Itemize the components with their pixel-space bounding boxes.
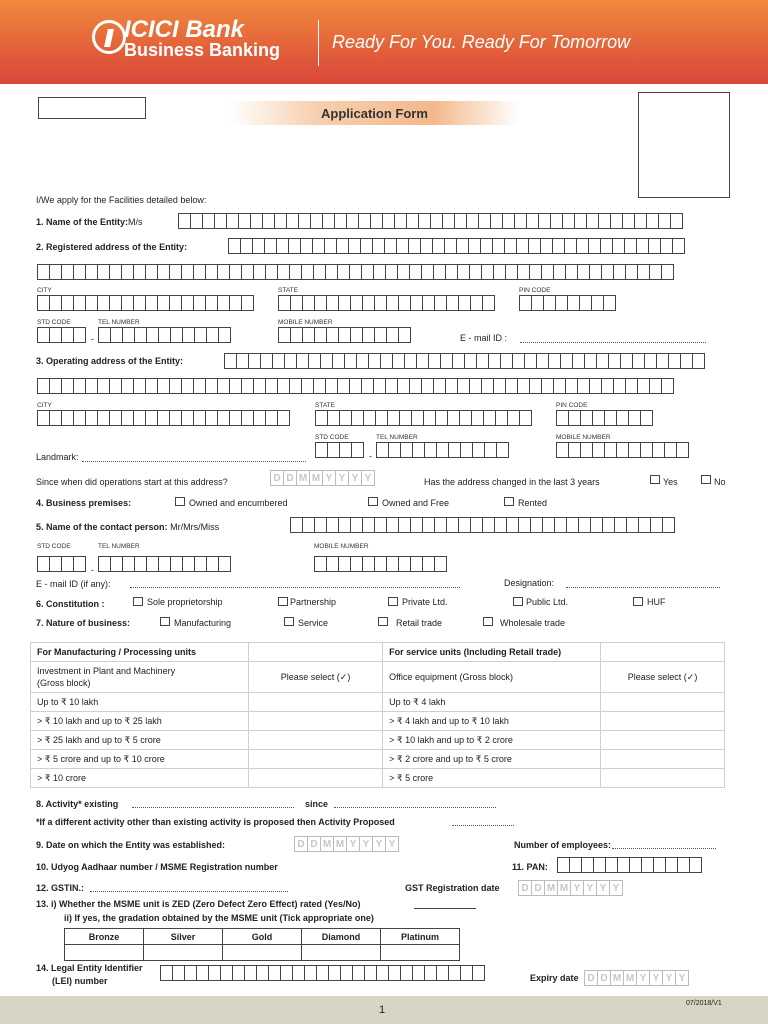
addr-changed-yes-checkbox[interactable] xyxy=(650,475,660,484)
date-char-box[interactable]: Y xyxy=(649,970,663,986)
char-box[interactable] xyxy=(482,295,495,311)
tick-cell[interactable] xyxy=(381,945,460,961)
zed-grade-tick-row xyxy=(65,945,460,961)
reg-address-boxes-1[interactable] xyxy=(228,238,684,254)
date-char-box[interactable]: Y xyxy=(361,470,375,486)
date-char-box[interactable]: D xyxy=(531,880,545,896)
q14-label-line2: (LEI) number xyxy=(52,976,108,986)
gst-date-boxes[interactable] xyxy=(518,880,622,896)
date-char-box[interactable]: M xyxy=(309,470,323,486)
bank-logo-icon xyxy=(92,20,126,54)
ref-number-box[interactable] xyxy=(38,97,146,119)
addr-changed-no-checkbox[interactable] xyxy=(701,475,711,484)
std-caption-3: STD CODE xyxy=(37,543,71,550)
header-manufacturing: For Manufacturing / Processing units xyxy=(31,643,249,662)
dash: - xyxy=(91,334,94,344)
char-box[interactable] xyxy=(640,410,653,426)
date-char-box[interactable]: M xyxy=(544,880,558,896)
email-line[interactable] xyxy=(520,342,706,343)
public-ltd-checkbox[interactable] xyxy=(513,597,523,606)
sole-prop-checkbox[interactable] xyxy=(133,597,143,606)
email-any-label: E - mail ID (if any): xyxy=(36,579,111,589)
grade-diamond: Diamond xyxy=(302,929,381,945)
select-cell[interactable] xyxy=(601,712,725,731)
tick-cell[interactable] xyxy=(223,945,302,961)
date-char-box[interactable]: D xyxy=(283,470,297,486)
city-caption-2: CITY xyxy=(37,402,52,409)
char-box[interactable] xyxy=(689,857,702,873)
grade-platinum: Platinum xyxy=(381,929,460,945)
select-cell[interactable] xyxy=(249,693,383,712)
designation-line[interactable] xyxy=(566,587,720,588)
select-label-left: Please select (✓) xyxy=(249,662,383,693)
yes-label: Yes xyxy=(663,477,678,487)
tel-caption: TEL NUMBER xyxy=(98,319,140,326)
q14-label-line1: 14. Legal Entity Identifier xyxy=(36,963,143,973)
enterprise-category-table xyxy=(30,642,725,788)
retail-label: Retail trade xyxy=(396,618,443,628)
table-row: > ₹ 5 crore and up to ₹ 10 crore > ₹ 2 crore and up to ₹ 5 crore xyxy=(31,750,725,769)
std-caption-2: STD CODE xyxy=(315,434,349,441)
date-char-box[interactable]: D xyxy=(270,470,284,486)
premises-encumbered-checkbox[interactable] xyxy=(175,497,185,506)
char-box[interactable] xyxy=(472,965,485,981)
email-label: E - mail ID : xyxy=(460,333,508,343)
gst-date-label: GST Registration date xyxy=(405,883,500,893)
premises-rented-label: Rented xyxy=(518,498,548,508)
service-checkbox[interactable] xyxy=(284,617,294,626)
select-cell[interactable] xyxy=(249,769,383,788)
since-label: Since when did operations start at this address? xyxy=(36,477,228,487)
sole-prop-label: Sole proprietorship xyxy=(147,597,223,607)
std-boxes-2[interactable] xyxy=(315,442,363,458)
char-box[interactable] xyxy=(670,213,683,229)
landmark-label: Landmark: xyxy=(36,452,79,462)
select-label-right: Please select (✓) xyxy=(601,662,725,693)
date-char-box[interactable]: Y xyxy=(636,970,650,986)
mobile-caption-3: MOBILE NUMBER xyxy=(314,543,369,550)
header-service: For service units (Including Retail trade) xyxy=(383,643,601,662)
char-box[interactable] xyxy=(496,442,509,458)
no-label: No xyxy=(714,477,726,487)
date-char-box[interactable]: M xyxy=(610,970,624,986)
pin-caption: PIN CODE xyxy=(519,287,551,294)
header-divider xyxy=(318,20,319,66)
q8-note: *If a different activity other than existing activity is proposed then Activity Proposed xyxy=(36,817,395,827)
state-caption: STATE xyxy=(278,287,298,294)
char-box[interactable] xyxy=(398,327,411,343)
char-box[interactable] xyxy=(277,410,290,426)
state-boxes[interactable] xyxy=(278,295,494,311)
date-char-box[interactable]: Y xyxy=(372,836,386,852)
email-any-line[interactable] xyxy=(130,587,460,588)
date-char-box[interactable]: Y xyxy=(675,970,689,986)
manufacturing-checkbox[interactable] xyxy=(160,617,170,626)
date-char-box[interactable]: Y xyxy=(385,836,399,852)
char-box[interactable] xyxy=(603,295,616,311)
employees-line[interactable] xyxy=(612,848,716,849)
wholesale-label: Wholesale trade xyxy=(500,618,566,628)
q5-label: 5. Name of the contact person: Mr/Mrs/Miss xyxy=(36,522,220,532)
char-box[interactable] xyxy=(218,556,231,572)
date-char-box[interactable]: Y xyxy=(346,836,360,852)
premises-rented-checkbox[interactable] xyxy=(504,497,514,506)
q12-label: 12. GSTIN.: xyxy=(36,883,85,893)
char-box[interactable] xyxy=(692,353,705,369)
form-title: Application Form xyxy=(321,106,428,121)
std-caption: STD CODE xyxy=(37,319,71,326)
manufacturing-label: Manufacturing xyxy=(174,618,232,628)
char-box[interactable] xyxy=(672,238,685,254)
q3-label: 3. Operating address of the Entity: xyxy=(36,356,184,366)
expiry-label: Expiry date xyxy=(530,973,579,983)
q4-label: 4. Business premises: xyxy=(36,498,132,508)
page-number: 1 xyxy=(379,1004,386,1016)
char-box[interactable] xyxy=(218,327,231,343)
pin-caption-2: PIN CODE xyxy=(556,402,588,409)
char-box[interactable] xyxy=(434,556,447,572)
zed-grade-header-row xyxy=(65,929,460,945)
pin-boxes[interactable] xyxy=(519,295,615,311)
q6-label: 6. Constitution : xyxy=(36,599,105,609)
tel-boxes-3[interactable] xyxy=(98,556,230,572)
tick-cell[interactable] xyxy=(302,945,381,961)
contact-name-boxes[interactable] xyxy=(290,517,674,533)
header-banner xyxy=(0,0,768,84)
private-ltd-label: Private Ltd. xyxy=(402,597,448,607)
q9-label: 9. Date on which the Entity was established: xyxy=(36,840,226,850)
table-header-row xyxy=(31,643,725,662)
op-address-boxes-1[interactable] xyxy=(224,353,704,369)
char-box[interactable] xyxy=(662,517,675,533)
zed-rated-line[interactable] xyxy=(414,908,476,909)
char-box[interactable] xyxy=(676,442,689,458)
grade-bronze: Bronze xyxy=(65,929,144,945)
premises-encumbered-label: Owned and encumbered xyxy=(189,498,288,508)
gstin-line[interactable] xyxy=(90,891,288,892)
activity-since-line[interactable] xyxy=(334,807,496,808)
table-row: > ₹ 10 crore > ₹ 5 crore xyxy=(31,769,725,788)
date-char-box[interactable]: M xyxy=(296,470,310,486)
q13i-label: 13. i) Whether the MSME unit is ZED (Zero Defect Zero Effect) rated (Yes/No) xyxy=(36,899,361,909)
select-cell[interactable] xyxy=(601,693,725,712)
char-box[interactable] xyxy=(661,378,674,394)
reg-address-boxes-2[interactable] xyxy=(37,264,673,280)
date-char-box[interactable]: Y xyxy=(609,880,623,896)
dash-3: - xyxy=(91,565,94,575)
state-boxes-2[interactable] xyxy=(315,410,531,426)
expiry-date-boxes[interactable] xyxy=(584,970,688,986)
select-cell[interactable] xyxy=(249,731,383,750)
std-boxes[interactable] xyxy=(37,327,85,343)
tick-cell[interactable] xyxy=(65,945,144,961)
char-box[interactable] xyxy=(241,295,254,311)
pin-boxes-2[interactable] xyxy=(556,410,652,426)
bank-subname: Business Banking xyxy=(124,40,281,60)
city-boxes[interactable] xyxy=(37,295,253,311)
bank-name: ICICI Bank xyxy=(124,16,245,43)
mobile-caption-2: MOBILE NUMBER xyxy=(556,434,611,441)
form-version: 07/2018/V1 xyxy=(686,1000,722,1007)
employees-label: Number of employees: xyxy=(514,840,612,850)
grade-gold: Gold xyxy=(223,929,302,945)
wholesale-checkbox[interactable] xyxy=(483,617,493,626)
premises-free-label: Owned and Free xyxy=(382,498,450,508)
date-char-box[interactable]: D xyxy=(307,836,321,852)
activity-line[interactable] xyxy=(132,807,294,808)
partnership-checkbox[interactable] xyxy=(278,597,288,606)
date-char-box[interactable]: D xyxy=(518,880,532,896)
city-boxes-2[interactable] xyxy=(37,410,289,426)
private-ltd-checkbox[interactable] xyxy=(388,597,398,606)
premises-free-checkbox[interactable] xyxy=(368,497,378,506)
q7-label: 7. Nature of business: xyxy=(36,618,131,628)
partnership-label: Partnership xyxy=(290,597,337,607)
date-char-box[interactable]: M xyxy=(333,836,347,852)
addr-changed-label: Has the address changed in the last 3 years xyxy=(424,477,600,487)
date-char-box[interactable]: M xyxy=(623,970,637,986)
char-box[interactable] xyxy=(351,442,364,458)
char-box[interactable] xyxy=(661,264,674,280)
table-subheader-row xyxy=(31,662,725,693)
select-cell[interactable] xyxy=(249,750,383,769)
designation-label: Designation: xyxy=(504,578,555,588)
date-char-box[interactable]: Y xyxy=(570,880,584,896)
tick-cell[interactable] xyxy=(144,945,223,961)
date-char-box[interactable]: Y xyxy=(335,470,349,486)
tel-caption-2: TEL NUMBER xyxy=(376,434,418,441)
public-ltd-label: Public Ltd. xyxy=(526,597,569,607)
mobile-boxes[interactable] xyxy=(278,327,410,343)
tel-caption-3: TEL NUMBER xyxy=(98,543,140,550)
date-char-box[interactable]: Y xyxy=(359,836,373,852)
lei-boxes[interactable] xyxy=(160,965,484,981)
q8-since-label: since xyxy=(305,799,329,809)
manufacturing-investment-label: Investment in Plant and Machinery (Gross block) xyxy=(31,662,249,693)
q1-label: 1. Name of the Entity:M/s xyxy=(36,217,143,227)
date-char-box[interactable]: Y xyxy=(583,880,597,896)
table-row: > ₹ 10 lakh and up to ₹ 25 lakh > ₹ 4 lakh and up to ₹ 10 lakh xyxy=(31,712,725,731)
q10-label: 10. Udyog Aadhaar number / MSME Registration number xyxy=(36,862,278,872)
established-date-boxes[interactable] xyxy=(294,836,398,852)
std-boxes-3[interactable] xyxy=(37,556,85,572)
char-box[interactable] xyxy=(519,410,532,426)
service-label: Service xyxy=(298,618,329,628)
select-cell[interactable] xyxy=(601,731,725,750)
tagline: Ready For You. Ready For Tomorrow xyxy=(332,32,631,52)
date-char-box[interactable]: Y xyxy=(322,470,336,486)
footer-bar xyxy=(0,996,768,1024)
tel-boxes[interactable] xyxy=(98,327,230,343)
city-caption: CITY xyxy=(37,287,52,294)
table-row: > ₹ 25 lakh and up to ₹ 5 crore > ₹ 10 lakh and up to ₹ 2 crore xyxy=(31,731,725,750)
char-box[interactable] xyxy=(73,556,86,572)
q11-label: 11. PAN: xyxy=(512,862,548,872)
entity-name-boxes[interactable] xyxy=(178,213,682,229)
landmark-line[interactable] xyxy=(82,461,306,462)
grade-silver: Silver xyxy=(144,929,223,945)
huf-checkbox[interactable] xyxy=(633,597,643,606)
pan-boxes[interactable] xyxy=(557,857,701,873)
retail-checkbox[interactable] xyxy=(378,617,388,626)
service-equipment-label: Office equipment (Gross block) xyxy=(383,662,601,693)
select-cell[interactable] xyxy=(601,769,725,788)
tel-boxes-2[interactable] xyxy=(376,442,508,458)
q8-label: 8. Activity* existing xyxy=(36,799,119,809)
select-cell[interactable] xyxy=(249,712,383,731)
date-char-box[interactable]: M xyxy=(557,880,571,896)
photo-box[interactable] xyxy=(638,92,730,198)
date-char-box[interactable]: D xyxy=(597,970,611,986)
mobile-boxes-3[interactable] xyxy=(314,556,446,572)
select-cell[interactable] xyxy=(601,750,725,769)
date-char-box[interactable]: Y xyxy=(596,880,610,896)
char-box[interactable] xyxy=(73,327,86,343)
date-char-box[interactable]: D xyxy=(294,836,308,852)
mobile-caption: MOBILE NUMBER xyxy=(278,319,333,326)
activity-proposed-line[interactable] xyxy=(452,825,514,826)
zed-grade-table xyxy=(64,928,460,961)
date-char-box[interactable]: D xyxy=(584,970,598,986)
intro-text: I/We apply for the Facilities detailed below: xyxy=(36,195,207,205)
dash-2: - xyxy=(369,451,372,461)
mobile-boxes-2[interactable] xyxy=(556,442,688,458)
state-caption-2: STATE xyxy=(315,402,335,409)
date-char-box[interactable]: M xyxy=(320,836,334,852)
date-char-box[interactable]: Y xyxy=(348,470,362,486)
table-row: Up to ₹ 10 lakh Up to ₹ 4 lakh xyxy=(31,693,725,712)
q2-label: 2. Registered address of the Entity: xyxy=(36,242,188,252)
op-address-boxes-2[interactable] xyxy=(37,378,673,394)
huf-label: HUF xyxy=(647,597,666,607)
q13ii-label: ii) If yes, the gradation obtained by the MSME unit (Tick appropriate one) xyxy=(64,913,374,923)
since-date-boxes[interactable] xyxy=(270,470,374,486)
date-char-box[interactable]: Y xyxy=(662,970,676,986)
